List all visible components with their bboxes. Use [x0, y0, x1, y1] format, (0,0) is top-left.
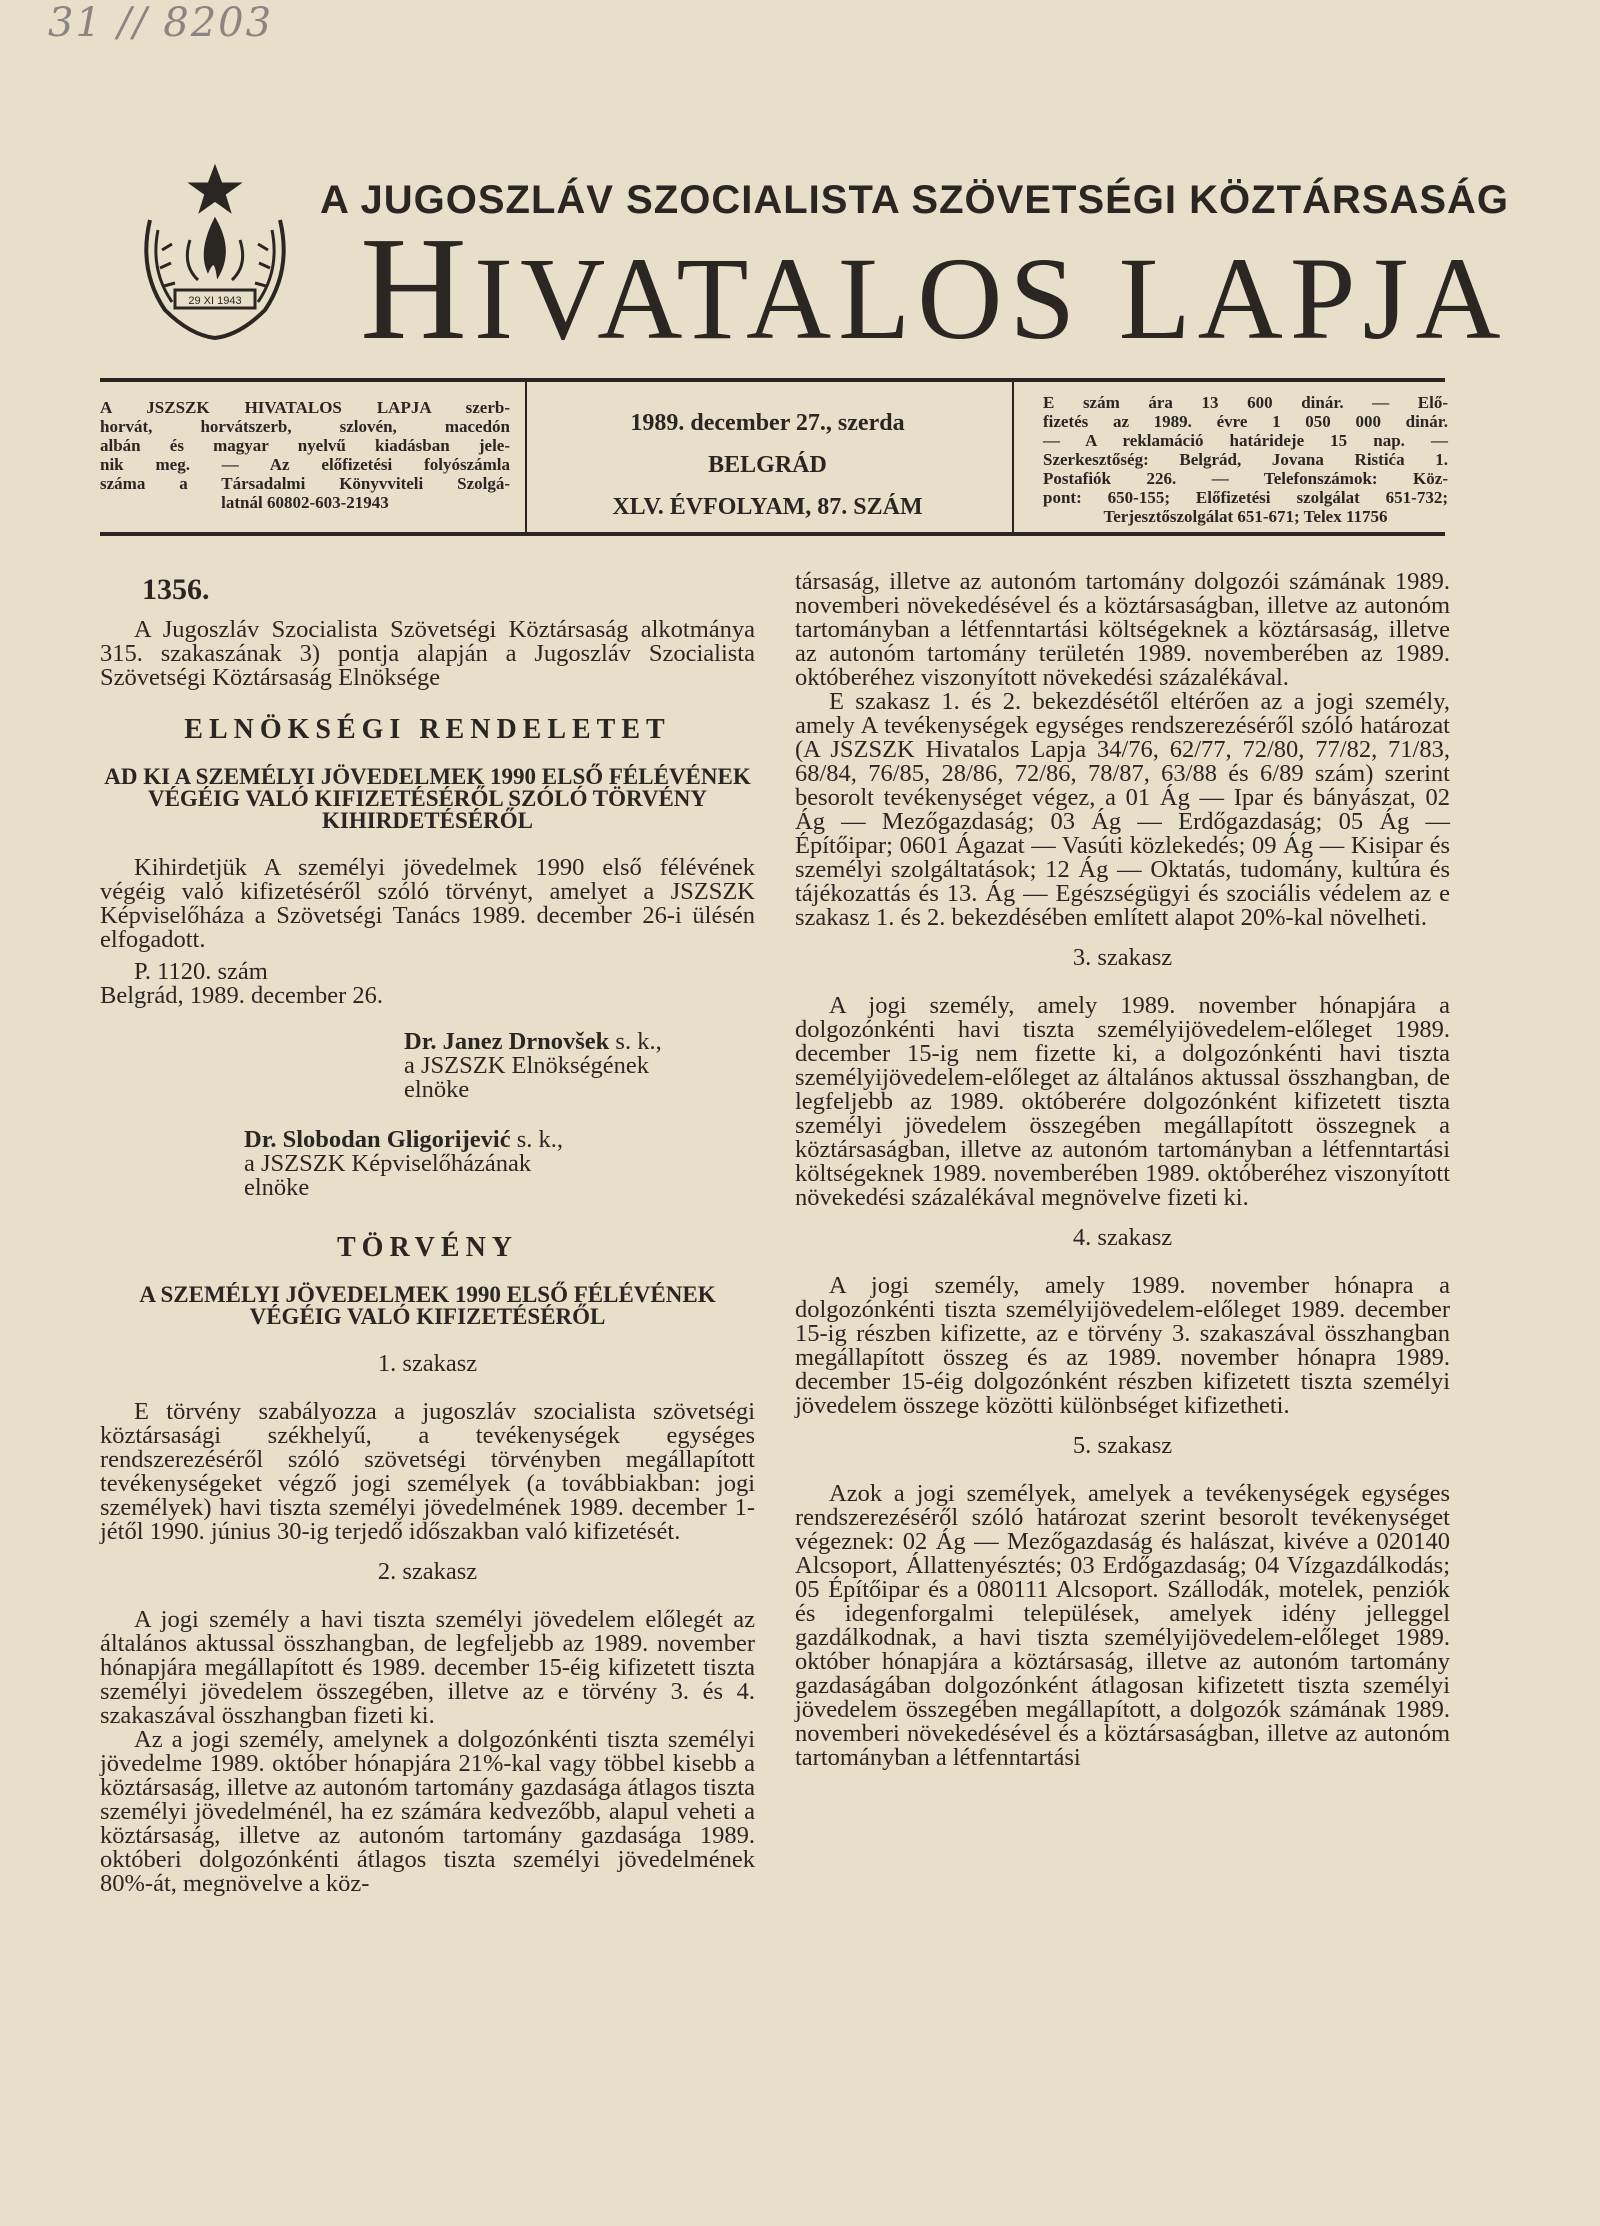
signer2-role: a JSZSZK Képviselőházának [244, 1150, 532, 1177]
decree-title: AD KI A SZEMÉLYI JÖVEDELMEK 1990 ELSŐ FÉLÉVÉNEK VÉGÉIG VALÓ KIFIZETÉSÉRŐL SZÓLÓ TÖRVÉNY KIHIRDETÉSÉRŐL [104, 764, 751, 833]
signer1-suffix: s. k., [609, 1028, 662, 1055]
section-4-heading: 4. szakasz [1072, 1224, 1173, 1251]
header-rule-bottom [100, 532, 1445, 536]
reference-number: P. 1120. szám [134, 958, 268, 985]
issue-place: BELGRÁD [708, 452, 827, 478]
signer2-suffix: s. k., [510, 1126, 563, 1153]
section-3-text: A jogi személy, amely 1989. november hónapjára a dolgozónkénti havi tiszta személyijövedelem-előleget 1989. december 15-ig nem fizette ki, a dolgozónkénti havi tiszta személyijövedelem-előleget az általános aktussal összhangban, de legfeljebb az 1989. októberére dolgozónként kifizetett tiszta személyi jövedelem összegében megállapított összegnek a köztársaságban, illetve az autonóm tartományban a létfenntartási költségeknek 1989. novemberében 1989. októberéhez viszonyított növekedési százalékával megnövelve fizeti ki. [795, 992, 1450, 1211]
info-line: A JSZSZK HIVATALOS LAPJA szerb- [100, 398, 510, 417]
handwritten-annotation: 31 // 8203 [48, 0, 274, 46]
masthead-title [360, 207, 1508, 371]
issue-date: 1989. december 27., szerda [630, 410, 905, 436]
info-divider-left [525, 382, 527, 532]
section-2-paragraph-1: A jogi személy a havi tiszta személyi jövedelem előlegét az általános aktussal összhangban, de legfeljebb az 1989. november hónapjára megállapított és 1989. december 15-éig kifizetett tiszta személyi jövedelem összegében, illetve az e törvény 3. és 4. szakaszával összhangban fizeti ki. [100, 1606, 755, 1729]
info-line: — A reklamáció határideje 15 nap. — [1043, 431, 1448, 450]
signature-block-2 [210, 1128, 630, 1200]
continued-paragraph: társaság, illetve az autonóm tartomány dolgozói számának 1989. novemberi növekedésével és a köztársaságban, illetve az autonóm tartományban a létfenntartási költségeknek a köztársaság, illetve az autonóm tartomány területén 1989. novemberében az 1989. októberéhez viszonyított növekedési százalékával. [795, 568, 1450, 691]
issue-info [540, 402, 995, 528]
info-line: E szám ára 13 600 dinár. — Elő- [1043, 393, 1448, 412]
info-line: latnál 60802-603-21943 [221, 493, 389, 512]
publication-info [100, 398, 510, 512]
law-heading: TÖRVÉNY [336, 1232, 519, 1263]
masthead-subtitle: A JUGOSZLÁV SZOCIALISTA SZÖVETSÉGI KÖZTÁRSASÁG [320, 178, 1510, 222]
signer1-name: Dr. Janez Drnovšek [404, 1028, 610, 1055]
signer1-title: elnöke [404, 1076, 470, 1103]
signer2-title: elnöke [244, 1174, 310, 1201]
info-line: nik meg. — Az előfizetési folyószámla [100, 455, 510, 474]
signature-block-1 [370, 1030, 730, 1102]
info-line: horvát, horvátszerb, szlovén, macedón [100, 417, 510, 436]
proclamation-paragraph: Kihirdetjük A személyi jövedelmek 1990 első félévének végéig való kifizetéséről szóló törvényt, amelyet a JSZSZK Képviselőháza a Szövetségi Tanács 1989. december 26-i ülésén elfogadott. [100, 854, 755, 953]
intro-paragraph: A Jugoszláv Szocialista Szövetségi Köztársaság alkotmánya 315. szakaszának 3) pontja alapján a Jugoszláv Szocialista Szövetségi Köztársaság Elnöksége [100, 616, 755, 691]
info-line: Szerkesztőség: Belgrád, Jovana Ristića 1. [1043, 450, 1448, 469]
reference-date: Belgrád, 1989. december 26. [100, 982, 384, 1009]
section-2-paragraph-2: Az a jogi személy, amelynek a dolgozónkénti tiszta személyi jövedelme 1989. október hónapjára 21%-kal vagy többel kisebb a köztársaság, illetve az autonóm tartomány gazdasága átlagos tiszta személyi jövedelménél, ha ez számára kedvezőbb, alapul veheti a köztársaság, illetve az autonóm tartomány gazdasága 1989. októberi dolgozónkénti átlagos tiszta személyi jövedelmének 80%-át, megnövelve a köz- [100, 1726, 755, 1897]
section-5-text: Azok a jogi személyek, amelyek a tevékenységek egységes rendszerezéséről szóló határozat szerint besorolt tevékenységet végeznek: 02 Ág — Mezőgazdaság és halászat, kivéve a 020140 Alcsoport, Állattenyésztés; 03 Erdőgazdaság; 04 Vízgazdálkodás; 05 Építőipar és a 080111 Alcsoport. Szállodák, motelek, penziók és idegenforgalmi települések, amelyek idény jelleggel gazdálkodnak, a havi tiszta személyijövedelem-előleget 1989. október hónapjára a köztársaság, illetve az autonóm tartomány gazdaságában dolgozónként átlagosan kifizetett tiszta személyi jövedelem összegében megállapított, a dolgozók számának 1989. novemberi növekedésével és a köztársaságban, illetve az autonóm tartományban a létfenntartási [795, 1480, 1450, 1771]
signer2-name: Dr. Slobodan Gligorijević [244, 1126, 511, 1153]
info-line: pont: 650-155; Előfizetési szolgálat 651-732; [1043, 488, 1448, 507]
title-rest: IVATALOS LAPJA [473, 233, 1508, 364]
info-line: albán és magyar nyelvű kiadásban jele- [100, 436, 510, 455]
signer1-role: a JSZSZK Elnökségének [404, 1052, 649, 1079]
section-1-text: E törvény szabályozza a jugoszláv szocialista szövetségi köztársasági székhelyű, a tevékenységek egységes rendszerezéséről szóló szövetségi törvényben megállapított tevékenységeket végző jogi személyek (a továbbiakban: jogi személyek) havi tiszta személyi jövedelmének 1989. december 1-jétől 1990. június 30-ig terjedő időszakban való kifizetését. [100, 1398, 755, 1545]
section-1-heading: 1. szakasz [377, 1350, 478, 1377]
right-column [795, 570, 1450, 1770]
section-5-heading: 5. szakasz [1072, 1432, 1173, 1459]
section-3-heading: 3. szakasz [1072, 944, 1173, 971]
section-2-paragraph-3: E szakasz 1. és 2. bekezdésétől eltérően az a jogi személy, amely A tevékenységek egységes rendszerezéséről szóló határozat (A JSZSZK Hivatalos Lapja 34/76, 62/77, 72/80, 77/82, 71/83, 68/84, 76/85, 28/86, 72/86, 78/87, 63/88 és 6/89 szám) szerint besorolt tevékenységet végez, a 01 Ág — Ipar és bányászat, 02 Ág — Mezőgazdaság; 03 Ág — Erdőgazdaság; 05 Ág — Építőipar; 0601 Ágazat — Vasúti közlekedés; 09 Ág — Kisipar és személyi szolgáltatások; 12 Ág — Oktatás, tudomány, kultúra és tájékozattás és 13. Ág — Egészségügyi és szociális védelem az e szakasz 1. és 2. bekezdésében említett alapot 20%-kal növelheti. [795, 688, 1450, 931]
header-rule-top [100, 378, 1445, 382]
law-title: A SZEMÉLYI JÖVEDELMEK 1990 ELSŐ FÉLÉVÉNEK VÉGÉIG VALÓ KIFIZETÉSÉRŐL [139, 1282, 716, 1329]
info-line: száma a Társadalmi Könyvviteli Szolgá- [100, 474, 510, 493]
info-line: Postafiók 226. — Telefonszámok: Köz- [1043, 469, 1448, 488]
title-initial: H [360, 207, 474, 371]
info-divider-right [1012, 382, 1014, 532]
left-column [100, 570, 755, 1896]
section-4-text: A jogi személy, amely 1989. november hónapra a dolgozónkénti tiszta személyijövedelem-előleget 1989. december 15-ig részben kifizette, az e törvény 3. szakaszával összhangban megállapított összeg és az 1989. november hónapra 1989. december 15-éig dolgozónként részben kifizetett tiszta személyi jövedelem összege közötti különbséget kifizetheti. [795, 1272, 1450, 1419]
section-2-heading: 2. szakasz [377, 1558, 478, 1585]
price-info [1043, 393, 1448, 526]
info-line: fizetés az 1989. évre 1 050 000 dinár. [1043, 412, 1448, 431]
issue-volume: XLV. ÉVFOLYAM, 87. SZÁM [612, 494, 923, 520]
info-line: Terjesztőszolgálat 651-671; Telex 11756 [1103, 507, 1388, 526]
state-emblem-icon [120, 160, 310, 350]
item-number: 1356. [142, 573, 210, 606]
decree-heading: ELNÖKSÉGI RENDELETET [184, 714, 671, 745]
emblem-date: 29 XI 1943 [188, 295, 242, 307]
